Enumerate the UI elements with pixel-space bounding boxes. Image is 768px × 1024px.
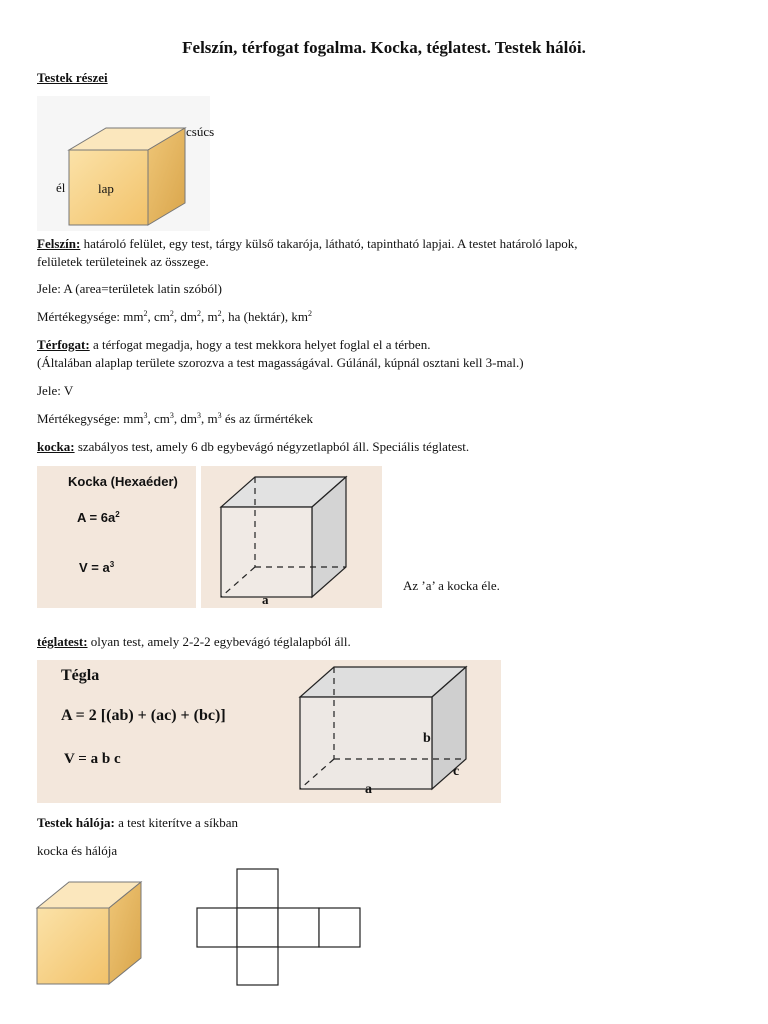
kocka-edge-label: a [262,592,269,607]
edge-label: él [56,180,66,195]
kocka-formula-panel [37,466,196,608]
net-square [237,869,278,908]
cube-parts-figure [37,96,210,231]
formula-text: V = a [79,560,110,575]
tegla-panel-title: Tégla [61,667,100,684]
parts-heading: Testek részei [37,70,108,85]
page-title: Felszín, térfogat fogalma. Kocka, téglatest. Testek hálói. [182,38,586,57]
unit: ha (hektár) [228,309,285,324]
net-square [237,947,278,985]
teglatest-def: olyan test, amely 2-2-2 egybevágó téglalapból áll. [87,634,351,649]
kocka-def-line [37,439,469,455]
formula-text: A = 6a [77,510,116,525]
kocka-wireframe-svg [201,466,382,608]
kocka-def: szabályos test, amely 6 db egybevágó négyzetlapból áll. Speciális téglatest. [74,439,470,454]
halo-def: a test kiterítve a síkban [114,815,238,830]
terfogat-def-line1 [37,337,430,353]
face-label: lap [98,181,114,196]
net-square [237,908,278,947]
terfogat-def1: a térfogat megadja, hogy a test mekkora helyet foglal el a térben. [89,337,431,352]
tegla-front [300,697,432,789]
felszin-jele: Jele: A (area=területek latin szóból) [37,281,222,296]
tegla-label-b: b [423,731,431,746]
cube-parts-svg [37,96,210,231]
terfogat-jele: Jele: V [37,383,74,398]
felszin-def-line2: felületek területeinek az összege. [37,254,209,269]
unit: km [291,309,308,324]
net-square [197,908,237,947]
vertex-label: csúcs [186,124,215,139]
felszin-units: Mértékegysége: $mm^2$, $cm^2$, $dm^2$, $m^2$, ha (hektár), $km^2$ [37,309,312,324]
unit: mm [123,411,144,426]
kocka-figure-panel [201,466,382,608]
teglatest-term: téglatest: [37,634,88,649]
felszin-def-line1 [37,236,578,252]
halo-term: Testek hálója: [37,815,115,830]
tegla-panel [37,660,501,803]
kocka-front [221,507,312,597]
felszin-term: Felszín: [37,236,81,251]
tegla-volume-formula: V = a b c [64,751,121,767]
kocka-edge-note: Az ’a’ a kocka éle. [403,578,500,593]
kocka-panel-title: Kocka (Hexaéder) [68,474,178,489]
formula-exp: 2 [115,510,120,519]
units-prefix: Mértékegysége: [37,411,124,426]
formula-exp: 3 [109,560,115,569]
kocka-term: kocka: [37,439,75,454]
tegla-label-c: c [453,764,460,779]
tegla-label-a: a [365,782,372,797]
units-prefix: Mértékegysége: [37,309,124,324]
net-square [319,908,360,947]
terfogat-def-line2: (Általában alaplap területe szorozva a test magasságával. Gúlánál, kúpnál osztani kell 3-mal.) [37,355,524,370]
unit: dm [180,309,198,324]
terfogat-units: Mértékegysége: $mm^3$, $cm^3$, $dm^3$, $m^3$ és az űrmértékek [37,411,313,426]
unit: m [207,309,218,324]
unit: dm [180,411,198,426]
teglatest-def-line [37,634,351,650]
unit: cm [154,411,170,426]
tegla-area-formula: A = 2 [(ab) + (ac) + (bc)] [61,707,226,724]
cube-net-svg [195,867,363,987]
unit: mm [123,309,144,324]
net-square [278,908,319,947]
units-suffix: és az űrmértékek [221,411,313,426]
kocka-volume-formula [79,560,114,575]
cube-front-face [37,908,109,984]
kocka-area-formula [77,510,120,525]
felszin-def1: határoló felület, egy test, tárgy külső takarója, látható, tapintható lapjai. A testet határoló lapok, [80,236,578,251]
halo-def-line [37,815,238,831]
unit: cm [154,309,170,324]
unit: m [207,411,218,426]
solid-cube-svg [35,880,145,986]
terfogat-term: Térfogat: [37,337,90,352]
tegla-wireframe-svg [292,660,501,803]
halo-subheading: kocka és hálója [37,843,118,858]
